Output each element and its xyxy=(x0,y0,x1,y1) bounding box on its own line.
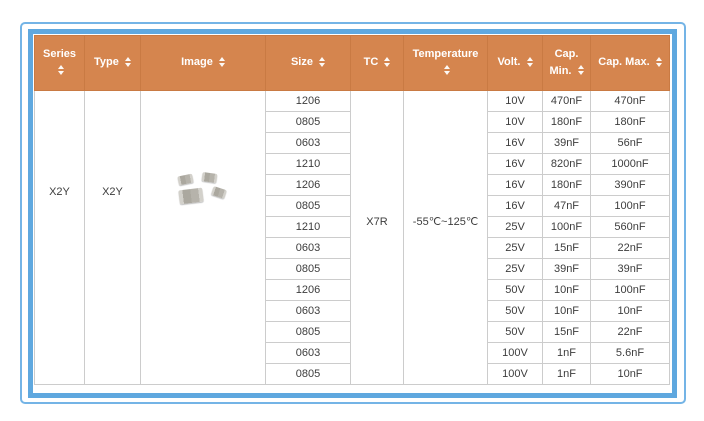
volt-cell: 50V xyxy=(488,322,543,343)
sort-icon xyxy=(527,57,533,67)
column-header-type[interactable] xyxy=(85,36,141,91)
sort-icon xyxy=(58,65,64,75)
column-label: Volt. xyxy=(497,56,521,69)
size-cell: 0805 xyxy=(266,196,351,217)
column-header-volt[interactable] xyxy=(488,36,543,91)
cap-max-cell: 100nF xyxy=(591,280,670,301)
size-cell: 0805 xyxy=(266,364,351,385)
sort-icon xyxy=(125,57,131,67)
sort-icon xyxy=(319,57,325,67)
column-header-tc[interactable] xyxy=(351,36,404,91)
size-cell: 1210 xyxy=(266,154,351,175)
column-header-cap-min[interactable] xyxy=(543,36,591,91)
series-cell: X2Y xyxy=(35,91,85,385)
column-header-image[interactable] xyxy=(141,36,266,91)
table-wrapper xyxy=(28,29,677,398)
cap-max-cell: 180nF xyxy=(591,112,670,133)
column-header-series[interactable] xyxy=(35,36,85,91)
capacitor-product-image xyxy=(171,170,235,214)
volt-cell: 100V xyxy=(488,343,543,364)
volt-cell: 16V xyxy=(488,133,543,154)
sort-icon xyxy=(384,57,390,67)
column-label: Image xyxy=(181,56,213,69)
cap-min-cell: 15nF xyxy=(543,322,591,343)
size-cell: 1210 xyxy=(266,217,351,238)
cap-min-cell: 470nF xyxy=(543,91,591,112)
cap-max-cell: 5.6nF xyxy=(591,343,670,364)
cap-max-cell: 560nF xyxy=(591,217,670,238)
volt-cell: 16V xyxy=(488,154,543,175)
capacitor-chip-icon xyxy=(177,173,194,185)
size-cell: 0603 xyxy=(266,238,351,259)
cap-max-cell: 22nF xyxy=(591,238,670,259)
volt-cell: 16V xyxy=(488,175,543,196)
volt-cell: 50V xyxy=(488,301,543,322)
cap-min-cell: 1nF xyxy=(543,343,591,364)
sort-icon xyxy=(444,65,450,75)
capacitor-chip-icon xyxy=(178,187,204,204)
capacitor-chip-icon xyxy=(201,172,217,183)
cap-min-cell: 100nF xyxy=(543,217,591,238)
column-label: TC xyxy=(363,56,379,69)
cap-min-cell: 180nF xyxy=(543,175,591,196)
cap-min-cell: 39nF xyxy=(543,133,591,154)
size-cell: 0603 xyxy=(266,343,351,364)
cap-min-cell: 39nF xyxy=(543,259,591,280)
column-label: Series xyxy=(42,47,77,60)
type-cell: X2Y xyxy=(85,91,141,385)
cap-max-cell: 22nF xyxy=(591,322,670,343)
cap-max-cell: 1000nF xyxy=(591,154,670,175)
sort-icon xyxy=(219,57,225,67)
cap-max-cell: 470nF xyxy=(591,91,670,112)
size-cell: 0805 xyxy=(266,259,351,280)
cap-min-cell: 1nF xyxy=(543,364,591,385)
capacitor-spec-table xyxy=(34,35,670,385)
size-cell: 0805 xyxy=(266,112,351,133)
cap-max-cell: 10nF xyxy=(591,364,670,385)
size-cell: 0805 xyxy=(266,322,351,343)
column-label: Temperature xyxy=(412,47,479,60)
column-header-size[interactable] xyxy=(266,36,351,91)
cap-min-cell: 15nF xyxy=(543,238,591,259)
tc-cell: X7R xyxy=(351,91,404,385)
volt-cell: 16V xyxy=(488,196,543,217)
cap-max-cell: 56nF xyxy=(591,133,670,154)
sort-icon xyxy=(578,65,584,75)
cap-min-cell: 180nF xyxy=(543,112,591,133)
cap-min-cell: 10nF xyxy=(543,301,591,322)
column-label: Cap. Max. xyxy=(598,56,650,69)
image-cell xyxy=(141,91,266,385)
column-label: Type xyxy=(94,56,119,69)
size-cell: 0603 xyxy=(266,301,351,322)
volt-cell: 50V xyxy=(488,280,543,301)
cap-max-cell: 10nF xyxy=(591,301,670,322)
sort-icon xyxy=(656,57,662,67)
volt-cell: 25V xyxy=(488,238,543,259)
size-cell: 1206 xyxy=(266,91,351,112)
column-label: Size xyxy=(290,56,313,69)
table-row xyxy=(35,91,670,112)
volt-cell: 100V xyxy=(488,364,543,385)
column-header-cap-max[interactable] xyxy=(591,36,670,91)
cap-min-cell: 47nF xyxy=(543,196,591,217)
size-cell: 1206 xyxy=(266,175,351,196)
size-cell: 0603 xyxy=(266,133,351,154)
volt-cell: 10V xyxy=(488,91,543,112)
column-header-temperature[interactable] xyxy=(404,36,488,91)
volt-cell: 10V xyxy=(488,112,543,133)
column-label: Cap. Min. xyxy=(549,47,579,77)
cap-min-cell: 820nF xyxy=(543,154,591,175)
temperature-cell: -55℃~125℃ xyxy=(404,91,488,385)
volt-cell: 25V xyxy=(488,259,543,280)
capacitor-chip-icon xyxy=(211,186,227,199)
volt-cell: 25V xyxy=(488,217,543,238)
header-row xyxy=(35,36,670,91)
size-cell: 1206 xyxy=(266,280,351,301)
cap-max-cell: 39nF xyxy=(591,259,670,280)
cap-max-cell: 100nF xyxy=(591,196,670,217)
cap-max-cell: 390nF xyxy=(591,175,670,196)
cap-min-cell: 10nF xyxy=(543,280,591,301)
